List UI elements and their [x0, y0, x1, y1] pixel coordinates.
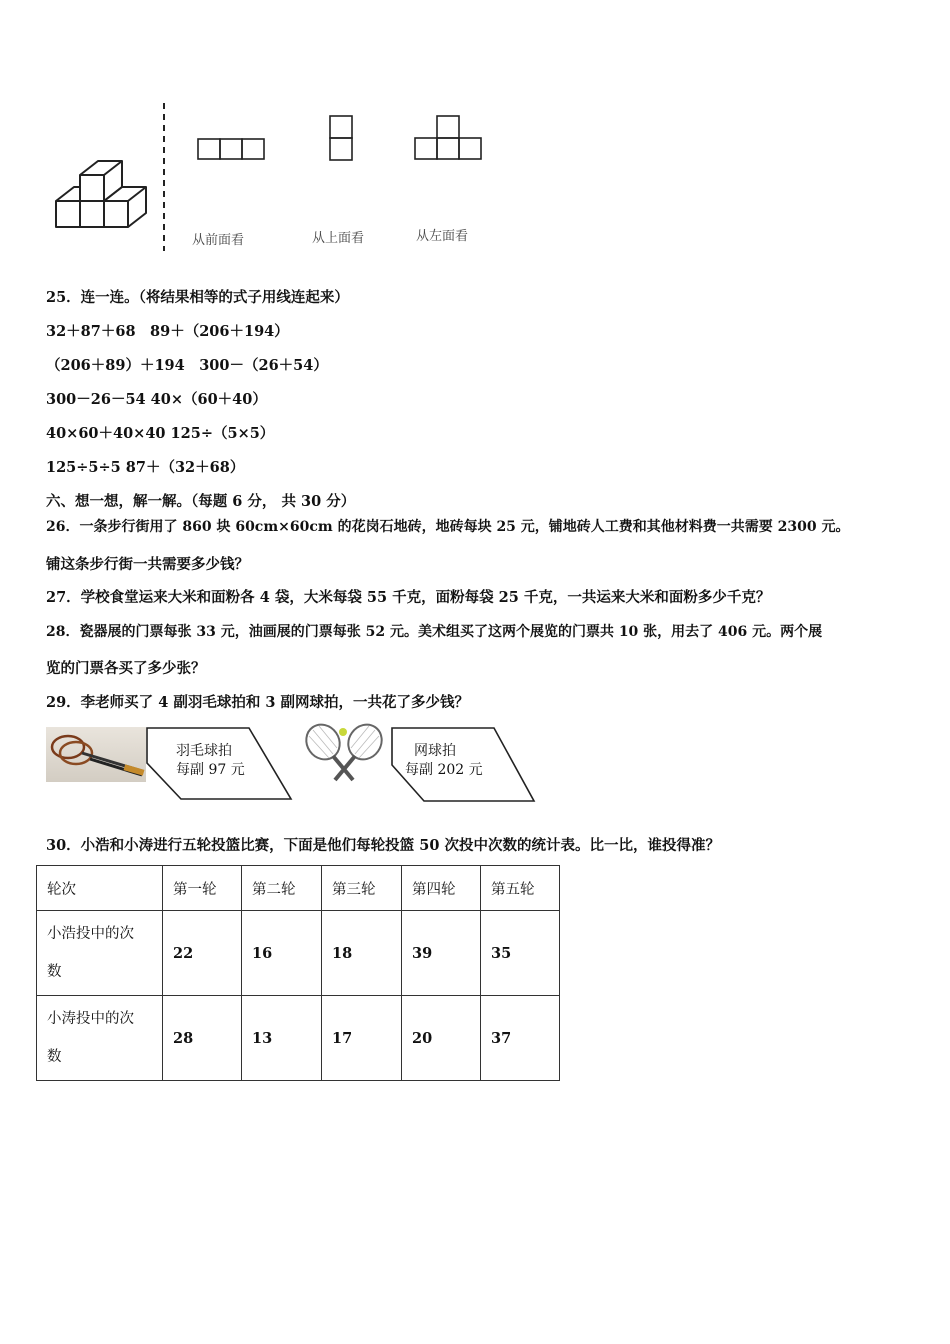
- q26-line2: 铺这条步行街一共需要多少钱？: [46, 556, 249, 573]
- table-cell: 17: [322, 996, 402, 1081]
- row-label-line1: 小浩投中的次: [47, 926, 134, 942]
- row-label-xiaotao: [37, 996, 163, 1081]
- badminton-price: 每副 97 元: [176, 762, 245, 778]
- table-cell: 16: [242, 911, 322, 996]
- q28-line2: 览的门票各买了多少张？: [46, 660, 206, 677]
- row-label-line1: 小涛投中的次: [47, 1011, 134, 1027]
- badminton-name: 羽毛球拍: [176, 743, 232, 759]
- table-cell: 13: [242, 996, 322, 1081]
- top-view-label: 从上面看: [312, 231, 365, 246]
- table-row: [37, 911, 560, 996]
- section6-title: 六、想一想，解一解。（每题 6 分， 共 30 分）: [46, 493, 356, 510]
- table-header-cell: 轮次: [37, 866, 163, 911]
- badminton-racket-image: [46, 727, 146, 782]
- table-cell: 35: [481, 911, 560, 996]
- table-header-cell: 第四轮: [402, 866, 481, 911]
- q27-line1: 27．学校食堂运来大米和面粉各 4 袋，大米每袋 55 千克，面粉每袋 25 千克，一共运来大米和面粉多少千克？: [46, 589, 771, 606]
- front-view-label: 从前面看: [192, 233, 245, 248]
- shooting-stats-table: [36, 865, 560, 1081]
- three-views-figure: [40, 95, 510, 255]
- table-header-cell: 第一轮: [163, 866, 242, 911]
- q25-row-2: （206＋89）＋194 300－（26＋54）: [46, 357, 328, 374]
- left-view-label: 从左面看: [416, 229, 469, 244]
- q29-line1: 29．李老师买了 4 副羽毛球拍和 3 副网球拍，一共花了多少钱？: [46, 694, 470, 711]
- q25-row-5: 125÷5÷5 87＋（32＋68）: [46, 459, 245, 476]
- table-cell: 37: [481, 996, 560, 1081]
- row-label-xiaohao: [37, 911, 163, 996]
- tennis-name: 网球拍: [414, 743, 456, 759]
- table-cell: 28: [163, 996, 242, 1081]
- q30-line1: 30．小浩和小涛进行五轮投篮比赛，下面是他们每轮投篮 50 次投中次数的统计表。比一比，谁投得准？: [46, 837, 720, 854]
- q28-line1: 28．瓷器展的门票每张 33 元，油画展的门票每张 52 元。美术组买了这两个展览的门票共 10 张，用去了 406 元。两个展: [46, 624, 823, 640]
- table-header-cell: 第三轮: [322, 866, 402, 911]
- table-cell: 22: [163, 911, 242, 996]
- tennis-racket-image: [293, 722, 393, 784]
- q26-line1: 26．一条步行街用了 860 块 60cm×60cm 的花岗石地砖，地砖每块 25 元，铺地砖人工费和其他材料费一共需要 2300 元。: [46, 519, 850, 535]
- q25-row-3: 300－26－54 40×（60＋40）: [46, 391, 267, 408]
- table-row: [37, 996, 560, 1081]
- q25-row-1: 32＋87＋68 89＋（206＋194）: [46, 323, 289, 340]
- table-header-cell: 第五轮: [481, 866, 560, 911]
- tennis-price: 每副 202 元: [405, 762, 483, 778]
- row-label-line2: 数: [47, 1049, 62, 1065]
- table-header-cell: 第二轮: [242, 866, 322, 911]
- table-cell: 20: [402, 996, 481, 1081]
- row-label-line2: 数: [47, 964, 62, 980]
- table-cell: 18: [322, 911, 402, 996]
- table-header-row: [37, 866, 560, 911]
- q25-row-4: 40×60＋40×40 125÷（5×5）: [46, 425, 275, 442]
- table-cell: 39: [402, 911, 481, 996]
- q25-title: 25．连一连。（将结果相等的式子用线连起来）: [46, 289, 349, 306]
